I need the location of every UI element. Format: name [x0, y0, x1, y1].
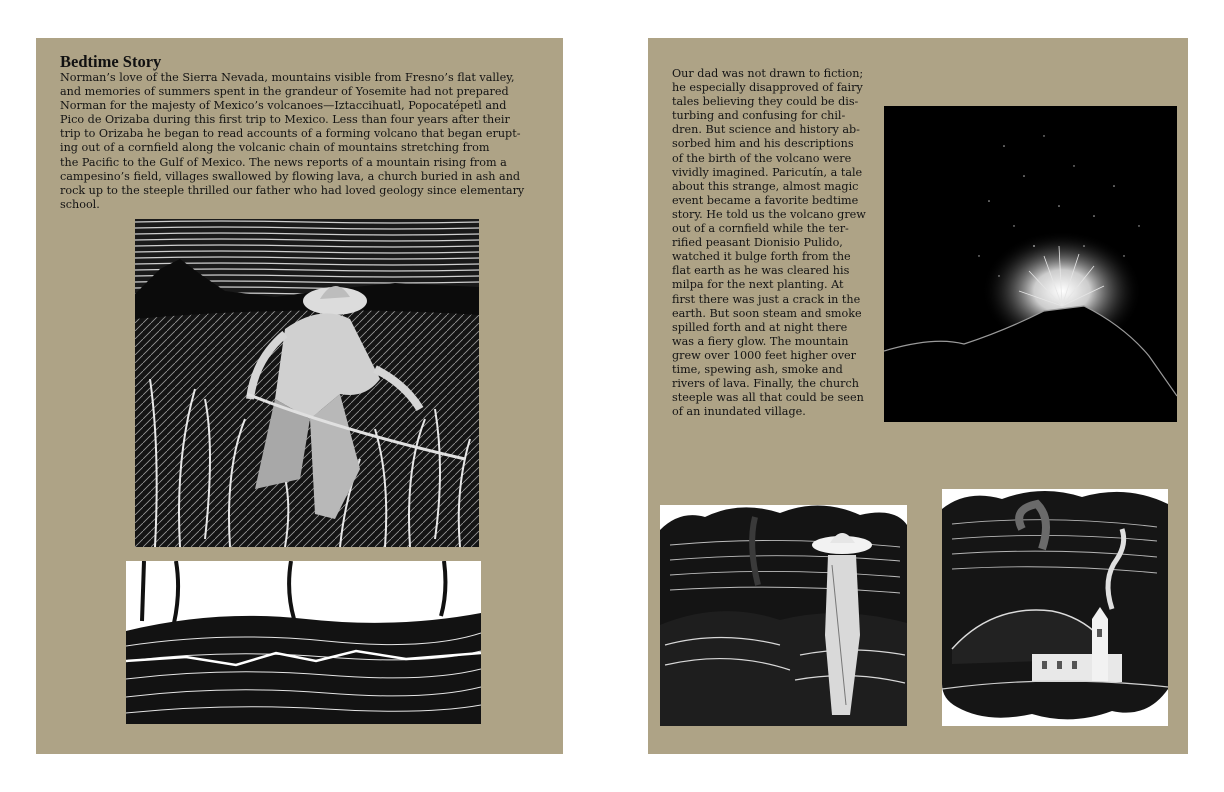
text-line: event became a favorite bedtime [672, 193, 859, 207]
text-line: Our dad was not drawn to fiction; [672, 67, 864, 80]
farmer-in-cornfield-image [135, 219, 479, 547]
text-line: rified peasant Dionisio Pulido, [672, 236, 843, 250]
text-line: he especially disapproved of fairy [672, 81, 863, 95]
text-line: vividly imagined. Paricutín, a tale [672, 165, 863, 179]
text-line: was a fiery glow. The mountain [672, 334, 849, 348]
text-line: out of a cornfield while the ter- [672, 222, 849, 236]
text-line: Norman’s love of the Sierra Nevada, mountains visible from Fresno’s flat valley, [60, 71, 515, 84]
text-line: trip to Orizaba he began to read accounts of a forming volcano that began erupt- [60, 127, 521, 141]
text-line: flat earth as he was cleared his [672, 264, 850, 278]
text-line: rivers of lava. Finally, the church [672, 377, 859, 391]
text-line: campesino’s field, villages swallowed by flowing lava, a church buried in ash and [60, 169, 521, 183]
text-line: Pico de Orizaba during this first trip to Mexico. Less than four years after their [60, 113, 510, 127]
text-line: and memories of summers spent in the grandeur of Yosemite had not prepared [60, 85, 509, 99]
buried-church-image [942, 489, 1168, 726]
text-line: about this strange, almost magic [672, 179, 859, 193]
text-line: school. [60, 197, 100, 211]
cracked-earth-image [126, 561, 481, 724]
text-line: steeple was all that could be seen [672, 391, 864, 405]
text-line: sorbed him and his descriptions [672, 137, 854, 151]
text-line: story. He told us the volcano grew [672, 207, 866, 221]
erupting-volcano-image [884, 106, 1177, 422]
text-line: milpa for the next planting. At [672, 278, 844, 292]
text-line: Norman for the majesty of Mexico’s volcanoes—Iztaccihuatl, Popocatépetl and [60, 99, 507, 113]
text-line: turbing and confusing for chil- [672, 109, 846, 123]
left-page [36, 38, 563, 754]
text-line: dren. But science and history ab- [672, 123, 860, 137]
right-body-text [672, 67, 882, 419]
text-line: of an inundated village. [672, 405, 806, 419]
text-line: tales believing they could be dis- [672, 95, 859, 109]
text-line: the Pacific to the Gulf of Mexico. The news reports of a mountain rising from a [60, 155, 507, 169]
left-body-text [60, 71, 550, 212]
page-heading: Bedtime Story [60, 52, 162, 71]
text-line: first there was just a crack in the [672, 292, 861, 306]
text-line: rock up to the steeple thrilled our father who had loved geology since elementary [60, 183, 525, 197]
text-line: earth. But soon steam and smoke [672, 306, 862, 320]
text-line: watched it bulge forth from the [672, 250, 851, 264]
text-line: grew over 1000 feet higher over [672, 348, 857, 362]
text-line: of the birth of the volcano were [672, 151, 852, 165]
text-line: spilled forth and at night there [672, 320, 848, 334]
text-line: time, spewing ash, smoke and [672, 362, 843, 376]
text-line: ing out of a cornfield along the volcanic chain of mountains stretching from [60, 141, 490, 155]
peasant-watching-volcano-image [660, 505, 907, 726]
right-page [648, 38, 1188, 754]
